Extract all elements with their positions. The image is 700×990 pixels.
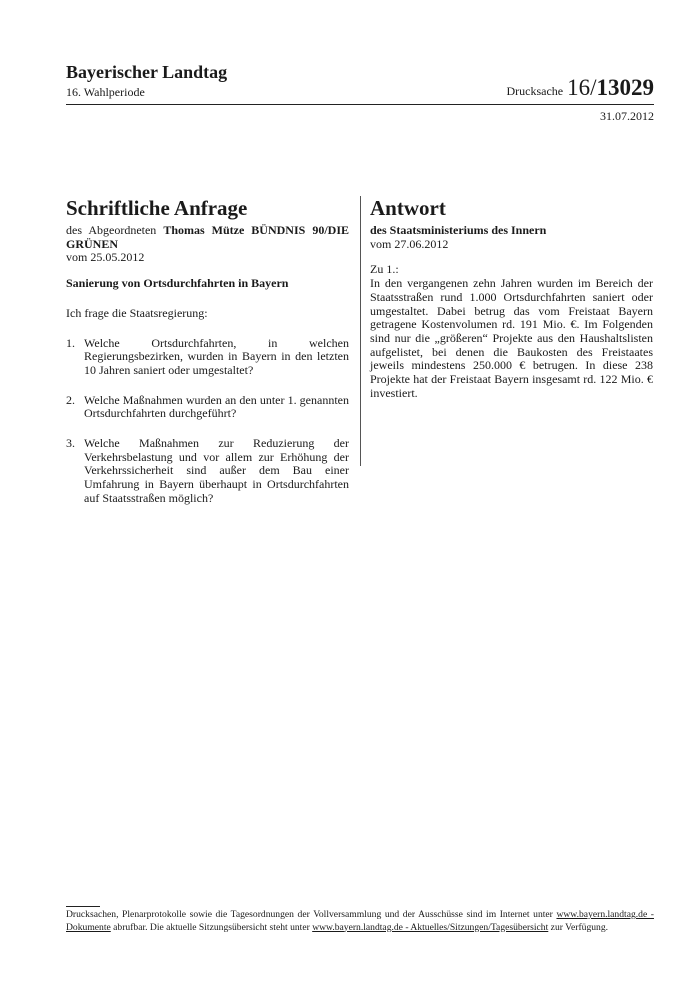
footer-text-1: Drucksachen, Plenarprotokolle sowie die Tagesordnungen der Vollversammlung und der Ausschüsse sind im Internet unter xyxy=(66,909,557,920)
drucksache-id xyxy=(506,75,654,101)
antwort-date: vom 27.06.2012 xyxy=(370,236,449,251)
question-item xyxy=(66,437,349,506)
publication-date: 31.07.2012 xyxy=(600,109,654,123)
question-number: 1. xyxy=(66,335,75,350)
question-text: Welche Ortsdurchfahrten, in welchen Regierungsbezirken, wurden in Bayern in den letzten 10 Jahren saniert oder umgestaltet? xyxy=(84,335,349,377)
drucksache-label: Drucksache xyxy=(506,84,564,98)
question-number: 2. xyxy=(66,392,75,407)
antwort-heading: Antwort xyxy=(370,196,446,220)
drucksache-number: 13029 xyxy=(596,75,654,100)
footer-text-3: zur Verfügung. xyxy=(548,921,609,933)
drucksache-prefix: 16/ xyxy=(567,75,597,100)
anfrage-column xyxy=(66,196,349,506)
question-text: Welche Maßnahmen zur Reduzierung der Verkehrsbelastung und vor allem zur Erhöhung der Verkehrssicherheit sind außer dem Bau einer Umfahrung in Bayern überhaupt in Ortsdurchfahrten auf Staatsstraßen möglich? xyxy=(84,436,349,505)
anfrage-author: Thomas Mütze BÜNDNIS 90/DIE GRÜNEN xyxy=(66,223,349,251)
question-item xyxy=(66,337,349,378)
anfrage-heading: Schriftliche Anfrage xyxy=(66,196,248,220)
anfrage-intro: Ich frage die Staatsregierung: xyxy=(66,305,208,320)
question-list xyxy=(66,337,349,506)
antwort-source: des Staatsministeriums des Innern xyxy=(370,223,547,237)
header-divider xyxy=(66,104,654,105)
anfrage-subject: Sanierung von Ortsdurchfahrten in Bayern xyxy=(66,276,289,291)
anfrage-author-line xyxy=(66,224,349,251)
footer-link-tagesuebersicht[interactable]: www.bayern.landtag.de - Aktuelles/Sitzungen/Tagesübersicht xyxy=(312,921,549,933)
anfrage-date: vom 25.05.2012 xyxy=(66,250,145,265)
question-text: Welche Maßnahmen wurden an den unter 1. genannten Ortsdurchfahrten durchgeführt? xyxy=(84,392,349,421)
question-number: 3. xyxy=(66,436,75,451)
antwort-column xyxy=(370,196,653,400)
column-divider xyxy=(360,196,361,466)
anfrage-by-prefix: des Abgeordneten xyxy=(66,223,157,237)
footer-note xyxy=(66,909,654,934)
footer-link-dokumente[interactable]: www.bayern.landtag.de - Dokumente xyxy=(66,909,654,933)
antwort-zu-label: Zu 1.: xyxy=(370,262,399,277)
legislative-period: 16. Wahlperiode xyxy=(66,85,145,99)
footer-rule xyxy=(66,906,100,907)
institution-title: Bayerischer Landtag xyxy=(66,62,228,82)
question-item xyxy=(66,394,349,421)
drucksache-number-block xyxy=(567,75,654,100)
footer-text-2: abrufbar. Die aktuelle Sitzungsübersicht steht unter xyxy=(110,921,313,933)
antwort-text: In den vergangenen zehn Jahren wurden im Bereich der Staatsstraßen rund 1.000 Ortsdurchfahrten saniert oder umgestaltet. Dabei betrug das vom Freistaat Bayern getragene Kostenvolumen rd. 191 Mio. €. Im Folgenden sind nur die „größeren“ Projekte aus den Haushaltslisten aufgelistet, bei denen die Baukosten des Freistaates jeweils mindestens 250.000 € betrugen. In diese 238 Projekte hat der Freistaat Bayern insgesamt rd. 122 Mio. € investiert. xyxy=(370,276,653,400)
